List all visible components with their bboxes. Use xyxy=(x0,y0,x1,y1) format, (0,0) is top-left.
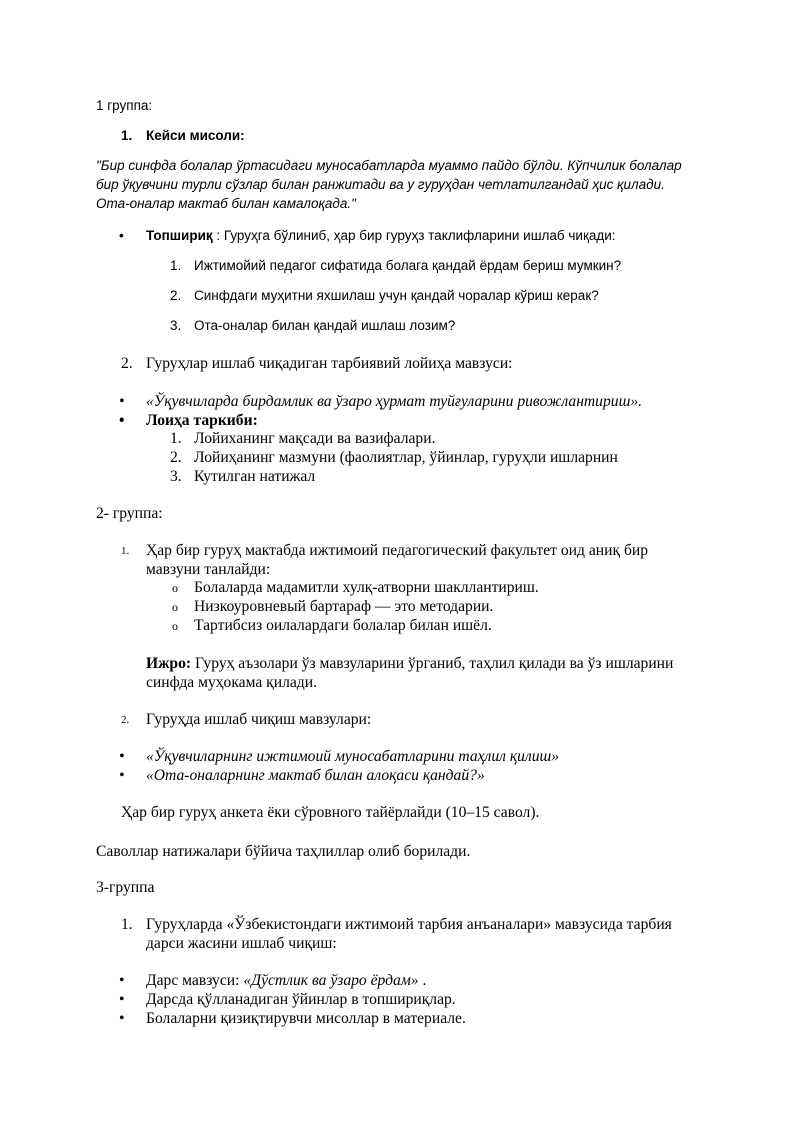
structure-3-text: Кутилган натижал xyxy=(194,468,316,485)
group2-item1-line-2: мавзуни танлайди: xyxy=(146,561,271,578)
structure-2-number: 2. xyxy=(170,449,182,466)
group3-item1-line-1: Гуруҳларда «Ўзбекистондаги ижтимоий тарбия анъаналари» мавзусида тарбия xyxy=(146,916,672,933)
topic-1: o Болаларда мадамитли хулқ-атворни шакллантириш. xyxy=(194,579,539,597)
question-3-number: 3. xyxy=(170,318,182,333)
execution-label: Ижро: xyxy=(146,655,192,672)
lesson-bullet-2: • Болаларни қизиқтирувчи мисоллар в материале. xyxy=(146,1010,466,1028)
case-text-line-3: Ота-оналар мактаб билан камалоқада." xyxy=(96,196,356,211)
question-1-text: Ижтимойий педагог сифатида болага қандай ёрдам бериш мумкин? xyxy=(194,258,622,273)
lesson-topic-tail: . xyxy=(418,972,427,989)
project-number: 2. xyxy=(121,355,133,372)
group2-heading: 2- группа: xyxy=(96,505,163,522)
task-text: : Гуруҳга бўлиниб, ҳар бир гуруҳз таклифларини ишлаб чиқади: xyxy=(212,228,616,243)
group2-item2-text: Гуруҳда ишлаб чиқиш мавзулари: xyxy=(146,711,372,728)
group2-item2-number: 2. xyxy=(121,714,130,726)
topic-2: o Низкоуровневый бартараф — это методарии. xyxy=(194,598,493,616)
survey-text: Ҳар бир гуруҳ анкета ёки сўровного тайёрлайди (10–15 савол). xyxy=(121,804,540,821)
lesson-topic xyxy=(146,972,426,990)
question-1-number: 1. xyxy=(170,258,182,273)
task-item xyxy=(146,228,616,243)
project-structure-label: • Лоиҳа таркиби: xyxy=(146,412,258,430)
structure-3-number: 3. xyxy=(170,468,182,485)
project-topic: • «Ўқувчиларда бирдамлик ва ўзаро ҳурмат туйғуларини ривожлантириш». xyxy=(146,393,642,411)
execution-line-2: синфда муҳокама қилади. xyxy=(146,674,317,691)
lesson-topic-label: Дарс мавзуси: xyxy=(146,972,244,989)
group2-item1-number: 1. xyxy=(121,545,130,557)
lesson-topic-title: «Дўстлик ва ўзаро ёрдам» xyxy=(243,972,419,989)
project-text: Гуруҳлар ишлаб чиқадиган тарбиявий лойиҳа мавзуси: xyxy=(146,355,513,372)
group3-item1-number: 1. xyxy=(121,916,133,933)
work-topic-2: • «Ота-оналарнинг мактаб билан алоқаси қандай?» xyxy=(146,767,485,785)
question-2-number: 2. xyxy=(170,288,182,303)
structure-1-text: Лойиханинг мақсади ва вазифалари. xyxy=(194,430,436,447)
analysis-text: Саволлар натижалари бўйича таҳлиллар олиб борилади. xyxy=(96,843,471,860)
case-text-line-1: "Бир синфда болалар ўртасидаги муносабатларда муаммо пайдо бўлди. Кўпчилик болалар xyxy=(96,158,682,173)
structure-1-number: 1. xyxy=(170,430,182,447)
topic-3: o Тартибсиз оилалардаги болалар билан ишёл. xyxy=(194,617,492,635)
question-3-text: Ота-оналар билан қандай ишлаш лозим? xyxy=(194,318,456,333)
group1-heading: 1 группа: xyxy=(96,98,153,113)
case-text-line-2: бир ўқувчини турли сўзлар билан ранжитади ва у гуруҳдан четлатилгандай ҳис қилади. xyxy=(96,177,665,192)
task-label: Топшириқ xyxy=(146,228,213,243)
group3-item1-line-2: дарси жасини ишлаб чиқиш: xyxy=(146,935,337,952)
question-2-text: Синфдаги муҳитни яхшилаш учун қандай чоралар кўриш керак? xyxy=(194,288,599,303)
group2-item1-line-1: Ҳар бир гуруҳ мактабда ижтимоий педагогический факультет оид аниқ бир xyxy=(146,542,649,559)
group3-heading: 3-группа xyxy=(96,879,155,896)
structure-2-text: Лойиҳанинг мазмуни (фаолиятлар, ўйинлар, гуруҳли ишларнин xyxy=(194,449,618,466)
case-number: 1. xyxy=(121,128,133,143)
work-topic-1: • «Ўқувчиларнинг ижтимоий муносабатларини таҳлил қилиш» xyxy=(146,748,559,766)
execution-line-1 xyxy=(146,655,673,673)
case-title: Кейси мисоли: xyxy=(146,128,245,143)
execution-text: Гуруҳ аъзолари ўз мавзуларини ўрганиб, таҳлил қилади ва ўз ишларини xyxy=(191,655,674,672)
lesson-bullet-1: • Дарсда қўлланадиган ўйинлар в топшириқлар. xyxy=(146,991,456,1009)
